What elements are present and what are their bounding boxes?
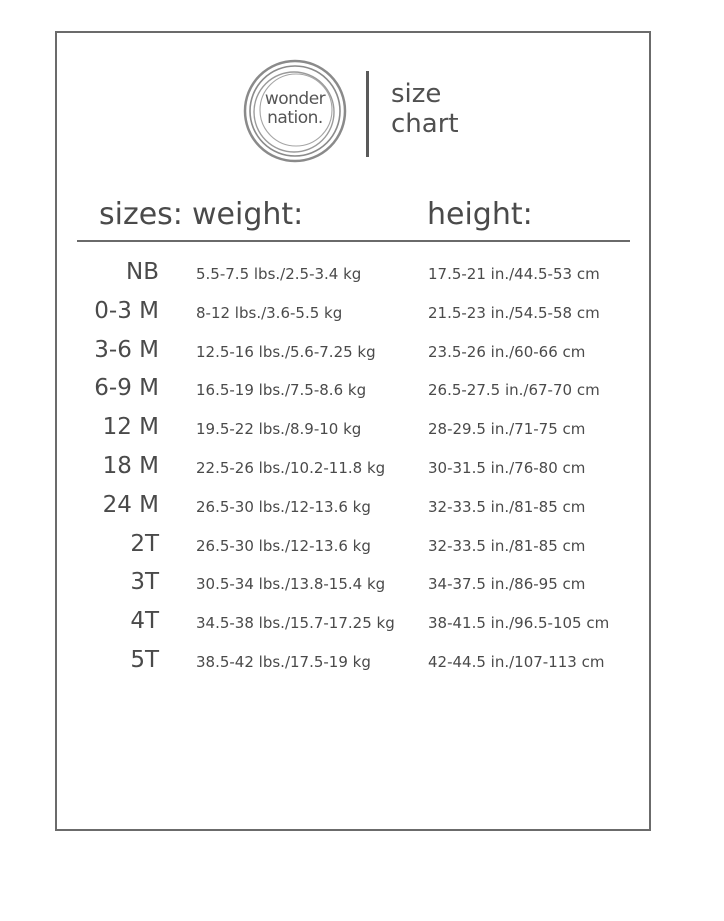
- table-row: [57, 296, 649, 335]
- weight-value: 34.5-38 lbs./15.7-17.25 kg: [196, 614, 395, 633]
- size-chart-card: [55, 31, 651, 831]
- height-value: 21.5-23 in./54.5-58 cm: [428, 303, 600, 322]
- table-row: [57, 645, 649, 684]
- logo-wordmark: [241, 90, 349, 128]
- height-value: 32-33.5 in./81-85 cm: [428, 497, 586, 516]
- size-label: 0-3 M: [94, 297, 159, 324]
- logo-line-2: nation.: [267, 108, 323, 128]
- table-row: [57, 451, 649, 490]
- table-row: [57, 490, 649, 529]
- table-row: [57, 606, 649, 645]
- size-label: 24 M: [102, 491, 159, 518]
- height-value: 26.5-27.5 in./67-70 cm: [428, 381, 600, 400]
- size-label: 4T: [130, 608, 159, 635]
- height-value: 23.5-26 in./60-66 cm: [428, 342, 586, 361]
- table-row: [57, 373, 649, 412]
- size-label: 6-9 M: [94, 375, 159, 402]
- size-label: 5T: [130, 646, 159, 673]
- weight-value: 5.5-7.5 lbs./2.5-3.4 kg: [196, 265, 362, 283]
- height-value: 34-37.5 in./86-95 cm: [428, 575, 586, 594]
- header-sizes: sizes:: [99, 197, 183, 232]
- weight-value: 26.5-30 lbs./12-13.6 kg: [196, 536, 371, 555]
- table-row: [57, 412, 649, 451]
- logo-line-1: wonder: [264, 89, 326, 109]
- weight-value: 22.5-26 lbs./10.2-11.8 kg: [196, 458, 386, 477]
- weight-value: 12.5-16 lbs./5.6-7.25 kg: [196, 342, 376, 361]
- table-row: [57, 257, 649, 296]
- page-title: [391, 79, 459, 139]
- header-weight: weight:: [192, 197, 304, 232]
- height-value: 17.5-21 in./44.5-53 cm: [428, 265, 600, 283]
- height-value: 38-41.5 in./96.5-105 cm: [428, 614, 610, 633]
- weight-value: 38.5-42 lbs./17.5-19 kg: [196, 652, 371, 671]
- weight-value: 30.5-34 lbs./13.8-15.4 kg: [196, 575, 386, 594]
- title-line-2: chart: [391, 109, 459, 139]
- table-row: [57, 335, 649, 374]
- weight-value: 19.5-22 lbs./8.9-10 kg: [196, 420, 362, 439]
- weight-value: 8-12 lbs./3.6-5.5 kg: [196, 303, 343, 322]
- table-row: [57, 567, 649, 606]
- title-line-1: size: [391, 79, 442, 109]
- size-label: 18 M: [102, 452, 159, 479]
- size-label: NB: [126, 259, 159, 285]
- header-height: height:: [427, 197, 533, 232]
- size-label: 2T: [130, 530, 159, 557]
- wonder-nation-logo: [241, 57, 349, 165]
- height-value: 32-33.5 in./81-85 cm: [428, 536, 586, 555]
- height-value: 42-44.5 in./107-113 cm: [428, 652, 605, 671]
- table-row: [57, 529, 649, 568]
- size-table: [57, 257, 649, 684]
- title-divider: [366, 71, 369, 157]
- size-label: 3T: [130, 569, 159, 596]
- size-label: 3-6 M: [94, 336, 159, 363]
- weight-value: 26.5-30 lbs./12-13.6 kg: [196, 497, 371, 516]
- header-rule: [77, 240, 630, 242]
- height-value: 28-29.5 in./71-75 cm: [428, 420, 586, 439]
- size-label: 12 M: [102, 414, 159, 441]
- weight-value: 16.5-19 lbs./7.5-8.6 kg: [196, 381, 367, 400]
- height-value: 30-31.5 in./76-80 cm: [428, 458, 586, 477]
